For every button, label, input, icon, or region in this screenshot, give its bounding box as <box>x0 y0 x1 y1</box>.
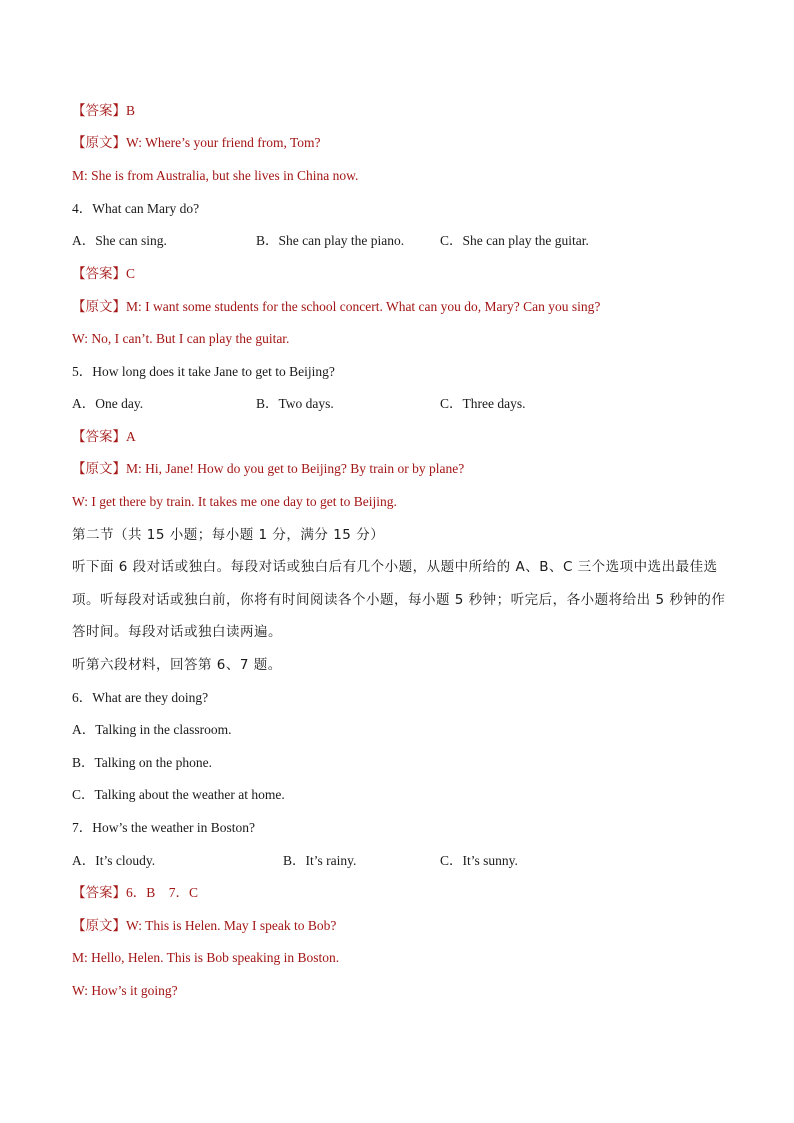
section-2-instruction-3: 答时间。每段对话或独白读两遍。 <box>72 624 282 640</box>
transcript-q6-7-m: M: Hello, Helen. This is Bob speaking in Boston. <box>72 950 340 965</box>
material-6-heading: 听第六段材料，回答第 6、7 题。 <box>72 657 282 673</box>
option-b: B．It’s rainy. <box>283 853 357 868</box>
options-q7 <box>72 851 722 871</box>
option-c: C．Three days. <box>440 396 526 411</box>
option-b: B．Two days. <box>256 396 334 411</box>
question-4: 4．What can Mary do? <box>72 201 200 216</box>
transcript-label: 【原文】 <box>72 299 126 315</box>
transcript-q6-7-w1: 【原文】W: This is Helen. May I speak to Bob? <box>72 918 337 934</box>
answer-label: 【答案】 <box>72 429 126 445</box>
transcript-q6-7-w2: W: How’s it going? <box>72 983 178 998</box>
answer-label: 【答案】 <box>72 885 126 901</box>
question-7: 7．How’s the weather in Boston? <box>72 820 255 835</box>
option-a: A．She can sing. <box>72 233 167 248</box>
transcript-q5-m: 【原文】M: Hi, Jane! How do you get to Beijing? By train or by plane? <box>72 461 465 477</box>
answer-q4: 【答案】C <box>72 266 136 282</box>
transcript-q5-w: W: I get there by train. It takes me one day to get to Beijing. <box>72 494 397 509</box>
section-2-heading: 第二节（共 15 小题；每小题 1 分，满分 15 分） <box>72 527 385 543</box>
question-5: 5．How long does it take Jane to get to Beijing? <box>72 364 335 379</box>
options-q4 <box>72 231 722 251</box>
question-6: 6．What are they doing? <box>72 690 209 705</box>
transcript-label: 【原文】 <box>72 918 126 934</box>
transcript-label: 【原文】 <box>72 135 126 151</box>
answer-q6-7: 【答案】6．B 7．C <box>72 885 199 901</box>
option-b: B．She can play the piano. <box>256 233 405 248</box>
transcript-q3-w: 【原文】W: Where’s your friend from, Tom? <box>72 135 321 151</box>
transcript-q4-w: W: No, I can’t. But I can play the guitar. <box>72 331 290 346</box>
option-a: A．It’s cloudy. <box>72 853 156 868</box>
answer-q5: 【答案】A <box>72 429 136 445</box>
option-b: B．Talking on the phone. <box>72 755 213 770</box>
option-a: A．Talking in the classroom. <box>72 722 232 737</box>
transcript-q4-m: 【原文】M: I want some students for the school concert. What can you do, Mary? Can you sing? <box>72 299 601 315</box>
transcript-label: 【原文】 <box>72 461 126 477</box>
option-c: C．Talking about the weather at home. <box>72 787 285 802</box>
answer-label: 【答案】 <box>72 266 126 282</box>
answer-label: 【答案】 <box>72 103 126 119</box>
answer-q3: 【答案】B <box>72 103 136 119</box>
section-2-instruction-1: 听下面 6 段对话或独白。每段对话或独白后有几个小题，从题中所给的 A、B、C 三个选项中选出最佳选 <box>72 559 718 575</box>
option-c: C．She can play the guitar. <box>440 233 589 248</box>
section-2-instruction-2: 项。听每段对话或独白前，你将有时间阅读各个小题，每小题 5 秒钟；听完后，各小题将给出 5 秒钟的作 <box>72 592 726 608</box>
option-c: C．It’s sunny. <box>440 853 518 868</box>
option-a: A．One day. <box>72 396 144 411</box>
transcript-q3-m: M: She is from Australia, but she lives in China now. <box>72 168 359 183</box>
options-q5 <box>72 394 722 414</box>
